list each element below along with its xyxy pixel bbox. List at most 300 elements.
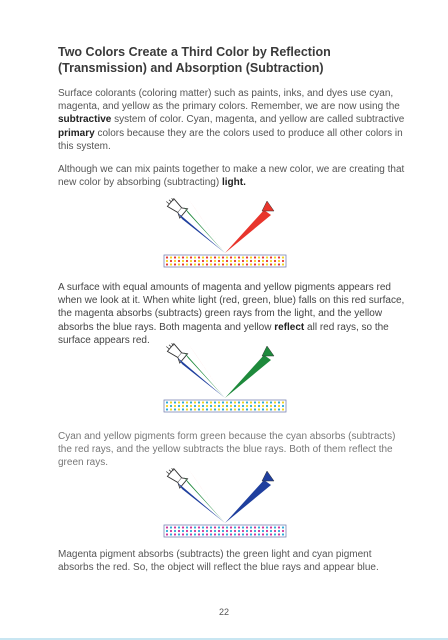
incident-ray [178,358,225,398]
pigment-dot [170,530,172,532]
pigment-dot [230,533,232,535]
pigment-dot [198,405,200,407]
pigment-dot [246,526,248,528]
pigment-dot [242,533,244,535]
pigment-dot [186,408,188,410]
pigment-dot [186,256,188,258]
pigment-dot [262,526,264,528]
pigment-dot [258,405,260,407]
pigment-dot [254,405,256,407]
pigment-dot [278,256,280,258]
pigment-dot [242,401,244,403]
pigment-dot [238,256,240,258]
pigment-dot [230,526,232,528]
pigment-dot [274,533,276,535]
pigment-dot [230,260,232,262]
pigment-dot [226,401,228,403]
pigment-dot [266,405,268,407]
pigment-dot [274,408,276,410]
pigment-dot [274,401,276,403]
flashlight-icon [164,195,188,218]
paragraph-green-surface [58,430,398,470]
pigment-dot [178,530,180,532]
pigment-dot [230,530,232,532]
pigment-dot [210,408,212,410]
pigment-dot [182,401,184,403]
incident-ray [190,201,225,253]
pigment-dot [262,405,264,407]
pigment-dot [178,260,180,262]
pigment-dot [194,260,196,262]
pigment-dot [282,256,284,258]
pigment-dot [274,526,276,528]
paragraph-subtractive-primaries [58,87,406,153]
pigment-dot [278,260,280,262]
pigment-dot [282,533,284,535]
pigment-dot [246,260,248,262]
pigment-dot [214,530,216,532]
pigment-dot [254,408,256,410]
pigment-dot [178,408,180,410]
pigment-dot [182,530,184,532]
pigment-dot [178,256,180,258]
pigment-dot [234,526,236,528]
pigment-dot [218,256,220,258]
pigment-dot [222,526,224,528]
incident-ray [190,346,225,398]
pigment-dot [194,533,196,535]
page-number: 22 [218,607,229,617]
pigment-dot [202,256,204,258]
pigment-dot [270,526,272,528]
pigment-dot [266,401,268,403]
pigment-dot [250,263,252,265]
pigment-dot [226,533,228,535]
paragraph-blue-surface [58,548,396,574]
pigment-dot [266,263,268,265]
pigment-dot [242,263,244,265]
pigment-dot [218,526,220,528]
pigment-dot [178,405,180,407]
pigment-dot [226,260,228,262]
pigment-dot [182,260,184,262]
pigment-dot [186,530,188,532]
pigment-dot [170,260,172,262]
pigment-dot [258,256,260,258]
pigment-dot [234,401,236,403]
pigment-dot [242,530,244,532]
pigment-dot [206,408,208,410]
pigment-dot [258,263,260,265]
pigment-dot [166,526,168,528]
pigment-dot [186,260,188,262]
pigment-dot [210,405,212,407]
pigment-dot [282,405,284,407]
paragraph-absorbing-light [58,163,406,189]
pigment-dot [206,263,208,265]
pigment-dot [186,401,188,403]
pigment-dot [262,263,264,265]
pigment-dot [210,533,212,535]
pigment-dot [266,530,268,532]
pigment-dot [266,408,268,410]
pigment-dot [178,533,180,535]
pigment-dot [182,405,184,407]
pigment-dot [250,530,252,532]
pigment-dot [218,408,220,410]
pigment-dot [266,526,268,528]
pigment-dot [218,530,220,532]
pigment-dot [182,256,184,258]
pigment-dot [214,263,216,265]
pigment-dot [278,263,280,265]
pigment-dot [218,260,220,262]
flashlight-icon [164,465,188,488]
pigment-dot [242,408,244,410]
text-run: A surface with equal amounts of magenta and yellow pigments appears red when we look at it. When white light (red, green, blue) falls on this red surface, the magenta absorbs (subtracts) green rays from the light, and the yellow absorbs the blue rays. Both magenta and yellow [58,282,405,333]
pigment-dot [238,405,240,407]
pigment-dot [222,263,224,265]
pigment-dot [278,530,280,532]
pigment-dot [170,263,172,265]
pigment-dot [214,401,216,403]
text-run: Surface colorants (coloring matter) such as paints, inks, and dyes use cyan, magenta, and yellow as the primary colors. Remember, we are now using the [58,88,400,113]
bold-term-subtractive: subtractive [58,114,112,126]
pigment-dot [190,401,192,403]
pigment-dot [250,256,252,258]
pigment-dot [254,263,256,265]
pigment-dot [270,263,272,265]
pigment-dot [174,533,176,535]
pigment-dot [214,408,216,410]
pigment-dot [170,401,172,403]
pigment-dot [166,401,168,403]
pigment-dot [198,256,200,258]
pigment-dot [242,256,244,258]
pigment-dot [230,408,232,410]
pigment-dot [270,408,272,410]
pigment-dot [274,405,276,407]
pigment-dot [210,401,212,403]
text-run: colors because they are the colors used to produce all other colors in this system. [58,127,403,152]
pigment-dot [198,526,200,528]
pigment-dot [182,533,184,535]
pigment-dot [190,526,192,528]
pigment-dot [218,401,220,403]
pigment-dot [234,408,236,410]
pigment-dot [166,260,168,262]
pigment-dot [234,263,236,265]
pigment-dot [206,401,208,403]
pigment-dot [262,256,264,258]
pigment-dot [190,263,192,265]
pigment-dot [170,405,172,407]
figure-green-reflection [150,340,300,418]
figure-blue-reflection [150,465,300,543]
pigment-dot [182,263,184,265]
pigment-dot [226,256,228,258]
pigment-dot [202,405,204,407]
pigment-dot [198,263,200,265]
pigment-dot [222,533,224,535]
pigment-dot [238,526,240,528]
reflected-ray [225,355,271,398]
pigment-dot [262,533,264,535]
pigment-dot [202,408,204,410]
pigment-dot [174,256,176,258]
pigment-dot [210,526,212,528]
pigment-dot [206,533,208,535]
pigment-dot [222,530,224,532]
pigment-dot [174,401,176,403]
pigment-dot [250,405,252,407]
pigment-dot [202,263,204,265]
pigment-dot [166,530,168,532]
pigment-dot [230,401,232,403]
pigment-dot [250,260,252,262]
pigment-dot [274,260,276,262]
pigment-dot [282,260,284,262]
pigment-dot [250,526,252,528]
pigment-dot [222,256,224,258]
reflected-arrowhead [262,201,274,211]
pigment-dot [178,526,180,528]
pigment-dot [278,401,280,403]
pigment-dot [230,263,232,265]
pigment-dot [194,530,196,532]
pigment-dot [270,405,272,407]
page-title: Two Colors Create a Third Color by Reflection (Transmission) and Absorption (Subtraction) [58,45,331,75]
pigment-dot [238,263,240,265]
pigment-dot [274,256,276,258]
pigment-dot [186,526,188,528]
pigment-dot [174,260,176,262]
pigment-dot [226,408,228,410]
pigment-dot [246,263,248,265]
pigment-dot [190,260,192,262]
pigment-dot [234,530,236,532]
pigment-dot [178,263,180,265]
incident-ray [184,477,225,523]
pigment-dot [194,401,196,403]
pigment-dot [262,260,264,262]
pigment-dot [278,408,280,410]
pigment-dot [282,408,284,410]
pigment-dot [246,408,248,410]
bold-term-primary: primary [58,127,95,139]
pigment-dot [222,405,224,407]
pigment-dot [254,530,256,532]
pigment-dot [218,405,220,407]
pigment-dot [174,408,176,410]
pigment-dot [202,401,204,403]
pigment-dot [282,526,284,528]
pigment-dot [250,533,252,535]
pigment-dot [258,401,260,403]
pigment-dot [230,256,232,258]
pigment-dot [254,533,256,535]
pigment-dot [186,263,188,265]
pigment-dot [222,260,224,262]
text-run: all red rays, so the surface appears red. [58,321,389,346]
pigment-dot [194,263,196,265]
pigment-dot [206,256,208,258]
pigment-dot [238,530,240,532]
pigment-dot [210,530,212,532]
pigment-dot [206,530,208,532]
pigment-dot [174,405,176,407]
pigment-dot [218,533,220,535]
pigment-dot [226,530,228,532]
pigment-dot [194,405,196,407]
pigment-dot [246,530,248,532]
pigment-dot [206,526,208,528]
pigment-dot [254,256,256,258]
pigment-dot [226,263,228,265]
pigment-dot [222,408,224,410]
pigment-dot [274,263,276,265]
pigment-dot [234,256,236,258]
pigment-dot [166,533,168,535]
pigment-dot [194,256,196,258]
pigment-dot [198,530,200,532]
pigment-dot [246,533,248,535]
pigment-dot [166,405,168,407]
pigment-dot [206,260,208,262]
pigment-dot [258,526,260,528]
reflected-ray [225,210,271,253]
pigment-dot [210,260,212,262]
pigment-dot [190,256,192,258]
pigment-dot [198,260,200,262]
pigment-dot [226,405,228,407]
pigment-dot [238,408,240,410]
incident-ray [190,471,225,523]
pigment-dot [170,256,172,258]
pigment-dot [190,408,192,410]
pigment-dot [198,533,200,535]
pigment-dot [246,256,248,258]
pigment-dot [170,533,172,535]
pigment-dot [230,405,232,407]
pigment-dot [166,408,168,410]
pigment-dot [194,526,196,528]
pigment-dot [282,530,284,532]
pigment-dot [270,260,272,262]
pigment-dot [238,533,240,535]
pigment-dot [282,401,284,403]
pigment-dot [174,526,176,528]
pigment-dot [250,408,252,410]
pigment-dot [202,530,204,532]
reflected-ray [225,480,271,523]
pigment-dot [270,530,272,532]
pigment-dot [206,405,208,407]
pigment-dot [278,533,280,535]
pigment-dot [258,408,260,410]
flashlight-icon [164,340,188,363]
pigment-dot [190,405,192,407]
pigment-dot [242,405,244,407]
pigment-dot [242,526,244,528]
pigment-dot [270,256,272,258]
pigment-dot [186,405,188,407]
pigment-dot [226,526,228,528]
text-run: Although we can mix paints together to make a new color, we are creating that new color by absorbing (subtracting) [58,164,405,189]
pigment-dot [170,408,172,410]
bold-term-light: light. [221,177,246,189]
pigment-dot [166,263,168,265]
pigment-dot [258,530,260,532]
pigment-dot [190,533,192,535]
pigment-dot [238,401,240,403]
pigment-dot [254,260,256,262]
pigment-dot [210,256,212,258]
pigment-dot [218,263,220,265]
reflected-arrowhead [262,471,274,481]
pigment-dot [266,256,268,258]
pigment-dot [262,408,264,410]
pigment-dot [186,533,188,535]
pigment-dot [274,530,276,532]
pigment-dot [210,263,212,265]
pigment-dot [178,401,180,403]
incident-ray [184,207,225,253]
pigment-dot [234,405,236,407]
figure-red-reflection [150,195,300,273]
pigment-dot [214,256,216,258]
pigment-dot [214,405,216,407]
pigment-dot [174,263,176,265]
pigment-dot [194,408,196,410]
text-run: Magenta pigment absorbs (subtracts) the green light and cyan pigment absorbs the red. So, the object will reflect the blue rays and appear blue. [58,549,379,574]
pigment-dot [270,533,272,535]
pigment-dot [242,260,244,262]
paragraph-red-surface [58,281,410,347]
pigment-dot [282,263,284,265]
pigment-dot [190,530,192,532]
pigment-dot [174,530,176,532]
pigment-dot [198,408,200,410]
pigment-dot [262,530,264,532]
incident-ray [184,352,225,398]
pigment-dot [278,526,280,528]
pigment-dot [234,260,236,262]
pigment-dot [270,401,272,403]
pigment-dot [258,533,260,535]
reflected-arrowhead [262,346,274,356]
text-run: Cyan and yellow pigments form green because the cyan absorbs (subtracts) the red rays, and the yellow subtracts the blue rays. Both of them reflect the green rays. [58,431,396,469]
pigment-dot [262,401,264,403]
pigment-dot [254,526,256,528]
incident-ray [178,213,225,253]
bold-term-reflect: reflect [274,321,305,333]
pigment-dot [254,401,256,403]
pigment-dot [222,401,224,403]
pigment-dot [278,405,280,407]
pigment-dot [250,401,252,403]
pigment-dot [214,260,216,262]
pigment-dot [166,256,168,258]
pigment-dot [182,408,184,410]
pigment-dot [258,260,260,262]
pigment-dot [266,260,268,262]
pigment-dot [246,401,248,403]
pigment-dot [234,533,236,535]
text-run: system of color. Cyan, magenta, and yellow are called subtractive [111,114,405,126]
pigment-dot [182,526,184,528]
pigment-dot [202,533,204,535]
